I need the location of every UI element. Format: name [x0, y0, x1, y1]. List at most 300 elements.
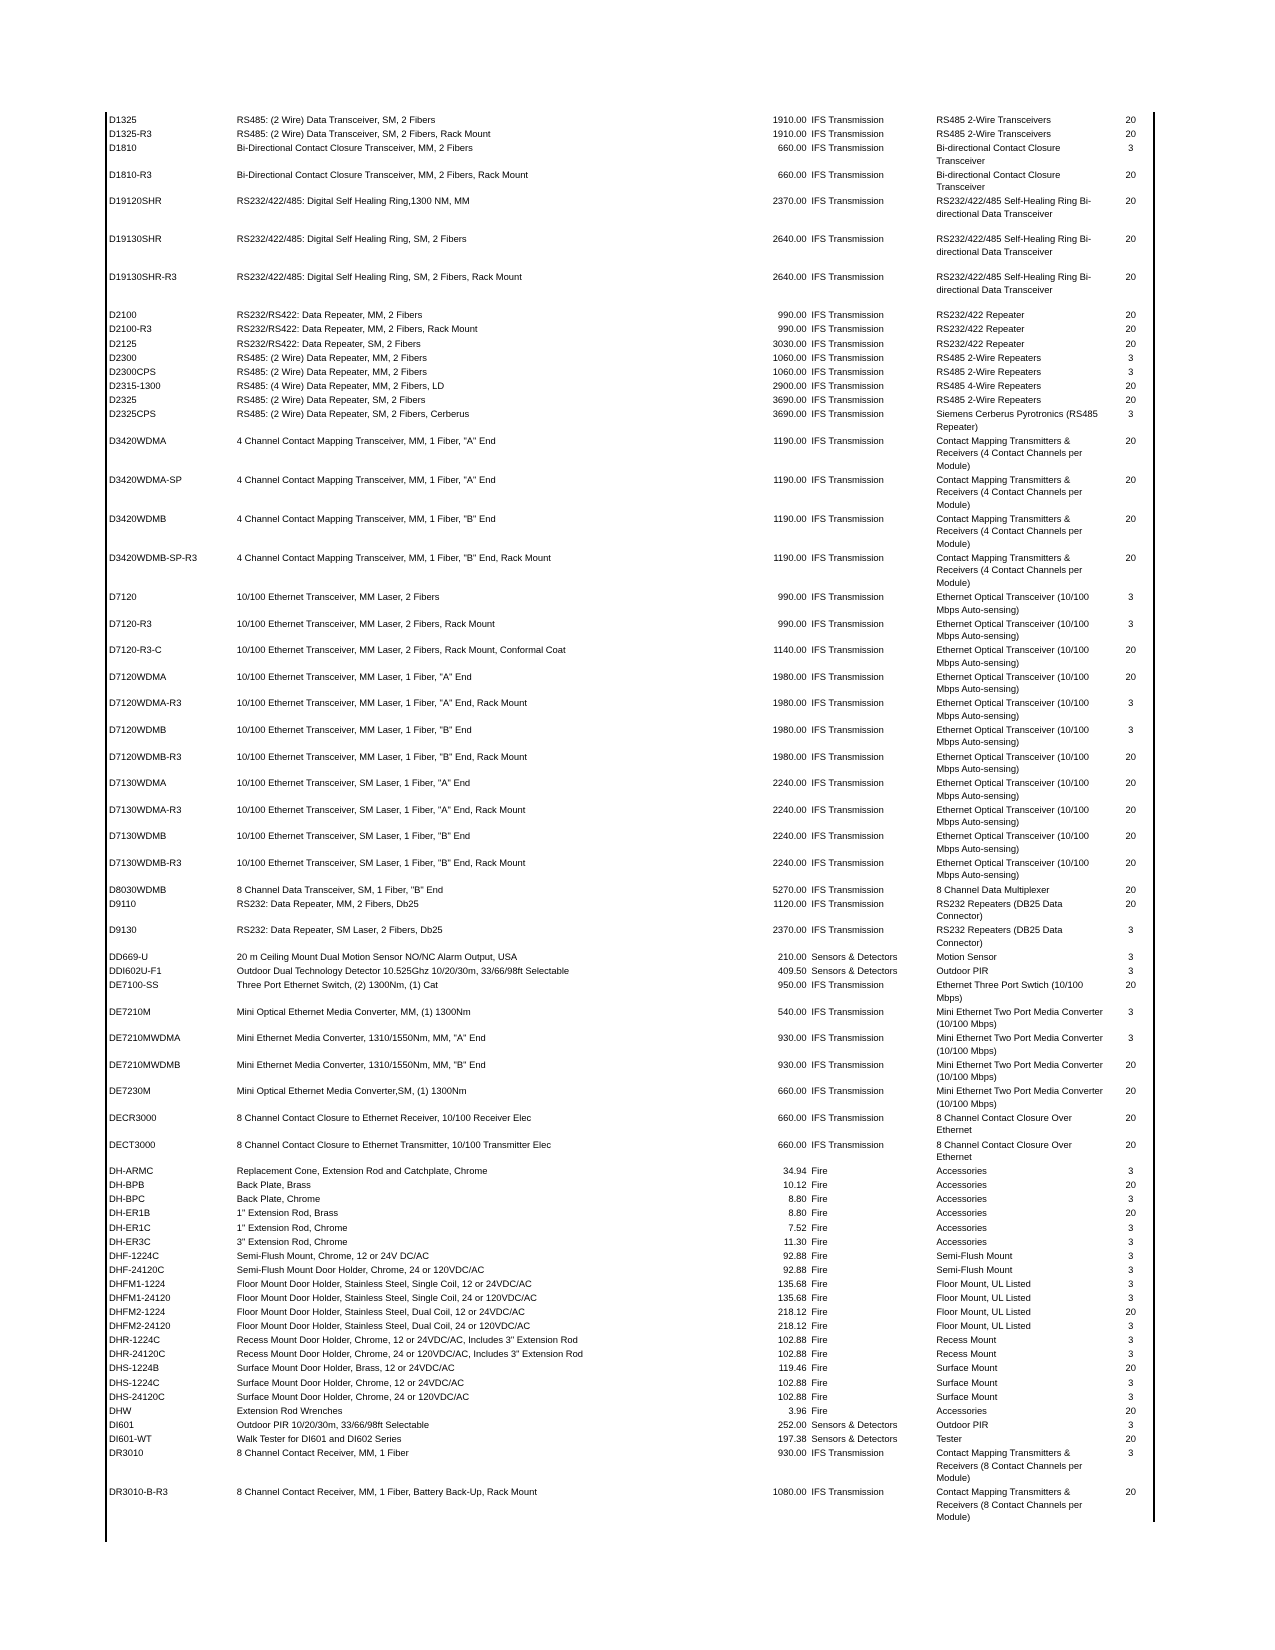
category-cell: IFS Transmission — [811, 723, 884, 735]
table-row — [109, 435, 1149, 474]
part-number-cell: D2300CPS — [109, 365, 156, 377]
quantity-cell: 20 — [1125, 323, 1136, 335]
price-cell: 8.80 — [788, 1207, 807, 1219]
part-number-cell: DHFM2-24120 — [109, 1320, 171, 1332]
part-number-cell: D2125 — [109, 337, 137, 349]
part-number-cell: DR3010 — [109, 1447, 144, 1459]
part-number-cell: DDI602U-F1 — [109, 964, 162, 976]
description-cell: 8 Channel Contact Closure to Ethernet Receiver, 10/100 Receiver Elec — [236, 1111, 532, 1123]
table-row — [109, 323, 1149, 337]
category-cell: IFS Transmission — [811, 351, 884, 363]
part-number-cell: DHR-1224C — [109, 1334, 161, 1346]
product-group-cell: Accessories — [936, 1165, 987, 1177]
description-cell: 1" Extension Rod, Brass — [236, 1207, 339, 1219]
product-group-cell: Surface Mount — [936, 1362, 998, 1374]
description-cell: RS232/422/485: Digital Self Healing Ring, SM, 2 Fibers — [236, 233, 467, 245]
quantity-cell: 20 — [1125, 803, 1136, 815]
category-cell: IFS Transmission — [811, 168, 884, 180]
table-row — [109, 1032, 1149, 1059]
product-group-cell: Contact Mapping Transmitters & Receivers (4 Contact Channels per Module) — [936, 434, 1083, 471]
product-group-cell: Ethernet Optical Transceiver (10/100 Mbps Auto-sensing) — [936, 856, 1090, 881]
quantity-cell: 3 — [1128, 1165, 1134, 1177]
product-group-cell: Ethernet Optical Transceiver (10/100 Mbps Auto-sensing) — [936, 591, 1090, 615]
part-number-cell: DHF-1224C — [109, 1249, 160, 1261]
quantity-cell: 3 — [1128, 351, 1134, 363]
price-cell: 1060.00 — [772, 351, 807, 363]
description-cell: Three Port Ethernet Switch, (2) 1300Nm, (1) Cat — [236, 979, 438, 990]
part-number-cell: D3420WDMB-SP-R3 — [109, 551, 198, 563]
table-row — [109, 233, 1149, 271]
category-cell: IFS Transmission — [811, 379, 884, 391]
part-number-cell: DHFM2-1224 — [109, 1306, 166, 1318]
product-group-cell: RS232 Repeaters (DB25 Data Connector) — [936, 924, 1063, 948]
quantity-cell: 20 — [1125, 1486, 1136, 1498]
product-group-cell: Contact Mapping Transmitters & Receivers (8 Contact Channels per Module) — [936, 1486, 1083, 1523]
price-cell: 3690.00 — [772, 408, 807, 420]
description-cell: Mini Ethernet Media Converter, 1310/1550Nm, MM, "A" End — [236, 1032, 486, 1044]
description-cell: 10/100 Ethernet Transceiver, MM Laser, 2 Fibers, Rack Mount, Conformal Coat — [236, 644, 566, 656]
table-row — [109, 352, 1149, 366]
quantity-cell: 3 — [1128, 591, 1134, 602]
description-cell: Back Plate, Brass — [236, 1179, 311, 1191]
product-group-cell: RS485 2-Wire Repeaters — [936, 351, 1042, 363]
description-cell: 10/100 Ethernet Transceiver, SM Laser, 1 Fiber, "B" End, Rack Mount — [236, 856, 526, 868]
description-cell: RS485: (2 Wire) Data Repeater, MM, 2 Fibers — [236, 351, 427, 363]
description-cell: Walk Tester for DI601 and DI602 Series — [236, 1432, 402, 1444]
product-group-cell: 8 Channel Data Multiplexer — [936, 883, 1050, 895]
description-cell: 10/100 Ethernet Transceiver, MM Laser, 1 Fiber, "A" End, Rack Mount — [236, 697, 527, 709]
price-cell: 102.88 — [777, 1334, 807, 1346]
quantity-cell: 3 — [1128, 365, 1134, 377]
part-number-cell: D3420WDMB — [109, 512, 167, 524]
quantity-cell: 3 — [1128, 964, 1134, 976]
description-cell: RS232/422/485: Digital Self Healing Ring,1300 NM, MM — [236, 195, 470, 207]
product-group-cell: Ethernet Optical Transceiver (10/100 Mbps Auto-sensing) — [936, 750, 1090, 775]
price-cell: 1190.00 — [773, 473, 807, 485]
quantity-cell: 20 — [1125, 434, 1136, 446]
table-row — [109, 1139, 1149, 1166]
product-group-cell: RS232/422 Repeater — [936, 337, 1025, 349]
price-cell: 102.88 — [777, 1376, 807, 1388]
price-cell: 135.68 — [777, 1292, 807, 1303]
category-cell: Fire — [811, 1306, 828, 1318]
quantity-cell: 3 — [1128, 1235, 1134, 1247]
category-cell: IFS Transmission — [811, 1085, 884, 1097]
quantity-cell: 20 — [1125, 1138, 1136, 1150]
category-cell: IFS Transmission — [811, 393, 884, 405]
product-group-cell: Outdoor PIR — [936, 964, 989, 976]
category-cell: IFS Transmission — [811, 408, 884, 420]
product-group-cell: Ethernet Optical Transceiver (10/100 Mbps Auto-sensing) — [936, 617, 1090, 642]
quantity-cell: 3 — [1128, 723, 1134, 735]
table-row — [109, 1085, 1149, 1112]
quantity-cell: 20 — [1125, 393, 1136, 405]
product-group-cell: Outdoor PIR — [936, 1418, 989, 1430]
part-number-cell: D7120 — [109, 591, 137, 602]
description-cell: Floor Mount Door Holder, Stainless Steel, Dual Coil, 12 or 24VDC/AC — [236, 1306, 525, 1318]
part-number-cell: DHS-24120C — [109, 1390, 165, 1402]
quantity-cell: 20 — [1125, 1207, 1136, 1219]
description-cell: RS232/RS422: Data Repeater, SM, 2 Fibers — [236, 337, 421, 349]
price-cell: 930.00 — [777, 1447, 807, 1459]
category-cell: IFS Transmission — [811, 924, 884, 936]
category-cell: IFS Transmission — [811, 803, 884, 815]
category-cell: Fire — [811, 1277, 828, 1289]
price-cell: 135.68 — [777, 1277, 807, 1289]
table-row — [109, 338, 1149, 352]
product-group-cell: Recess Mount — [936, 1334, 997, 1346]
part-number-cell: DE7210M — [109, 1005, 151, 1017]
description-cell: Back Plate, Chrome — [236, 1193, 321, 1205]
description-cell: 8 Channel Contact Closure to Ethernet Transmitter, 10/100 Transmitter Elec — [236, 1138, 552, 1150]
quantity-cell: 20 — [1125, 128, 1136, 140]
table-row — [109, 142, 1149, 169]
product-group-cell: Ethernet Optical Transceiver (10/100 Mbps Auto-sensing) — [936, 830, 1090, 854]
category-cell: Fire — [811, 1376, 828, 1388]
price-cell: 990.00 — [777, 591, 807, 602]
table-row — [109, 1165, 1149, 1179]
price-cell: 930.00 — [777, 1058, 807, 1070]
description-cell: RS485: (2 Wire) Data Repeater, SM, 2 Fibers, Cerberus — [236, 408, 470, 420]
description-cell: Mini Ethernet Media Converter, 1310/1550Nm, MM, "B" End — [236, 1058, 486, 1070]
part-number-cell: DD669-U — [109, 950, 149, 962]
price-cell: 2900.00 — [772, 379, 807, 391]
quantity-cell: 20 — [1125, 233, 1136, 245]
table-row — [109, 1250, 1149, 1264]
category-cell: IFS Transmission — [811, 233, 884, 245]
table-row — [109, 1207, 1149, 1221]
table-row — [109, 128, 1149, 142]
product-group-cell: Accessories — [936, 1221, 987, 1233]
product-group-cell: Surface Mount — [936, 1376, 998, 1388]
table-row — [109, 618, 1149, 645]
description-cell: Outdoor Dual Technology Detector 10.525Ghz 10/20/30m, 33/66/98ft Selectable — [236, 964, 570, 976]
price-list-table — [109, 114, 1149, 1525]
table-row — [109, 1306, 1149, 1320]
part-number-cell: DH-ER1B — [109, 1207, 151, 1219]
table-row — [109, 671, 1149, 698]
price-cell: 2370.00 — [772, 924, 807, 936]
table-row — [109, 804, 1149, 831]
part-number-cell: D7120WDMB — [109, 723, 167, 735]
product-group-cell: Semi-Flush Mount — [936, 1263, 1013, 1275]
price-cell: 10.12 — [783, 1179, 807, 1191]
part-number-cell: D9130 — [109, 924, 137, 936]
category-cell: IFS Transmission — [811, 512, 884, 524]
part-number-cell: D1810 — [109, 142, 137, 154]
part-number-cell: DHR-24120C — [109, 1348, 166, 1360]
table-row — [109, 644, 1149, 671]
quantity-cell: 3 — [1128, 1390, 1134, 1402]
product-group-cell: RS485 2-Wire Transceivers — [936, 128, 1051, 140]
table-row — [109, 474, 1149, 513]
description-cell: Surface Mount Door Holder, Chrome, 12 or 24VDC/AC — [236, 1376, 464, 1388]
quantity-cell: 3 — [1128, 1447, 1134, 1459]
price-cell: 5270.00 — [772, 883, 807, 895]
table-row — [109, 1179, 1149, 1193]
table-row — [109, 1486, 1149, 1525]
price-cell: 1190.00 — [773, 512, 807, 524]
description-cell: 10/100 Ethernet Transceiver, MM Laser, 2 Fibers — [236, 591, 440, 602]
category-cell: IFS Transmission — [811, 777, 884, 789]
product-group-cell: Floor Mount, UL Listed — [936, 1292, 1031, 1303]
quantity-cell: 20 — [1125, 1111, 1136, 1123]
category-cell: IFS Transmission — [811, 434, 884, 446]
description-cell: Floor Mount Door Holder, Stainless Steel, Dual Coil, 24 or 120VDC/AC — [236, 1320, 531, 1332]
product-group-cell: Ethernet Optical Transceiver (10/100 Mbps Auto-sensing) — [936, 777, 1090, 801]
category-cell: Fire — [811, 1193, 828, 1205]
price-cell: 3030.00 — [772, 337, 807, 349]
table-row — [109, 751, 1149, 778]
quantity-cell: 3 — [1128, 1334, 1134, 1346]
description-cell: 1" Extension Rod, Chrome — [236, 1221, 348, 1233]
part-number-cell: DH-ER1C — [109, 1221, 151, 1233]
table-row — [109, 1433, 1149, 1447]
price-cell: 102.88 — [777, 1348, 807, 1360]
category-cell: IFS Transmission — [811, 644, 884, 656]
category-cell: IFS Transmission — [811, 271, 884, 283]
price-cell: 540.00 — [777, 1005, 807, 1017]
description-cell: 4 Channel Contact Mapping Transceiver, MM, 1 Fiber, "A" End — [236, 434, 496, 446]
description-cell: Surface Mount Door Holder, Chrome, 24 or 120VDC/AC — [236, 1390, 470, 1402]
price-cell: 92.88 — [783, 1249, 807, 1261]
quantity-cell: 3 — [1128, 1032, 1134, 1044]
price-cell: 2240.00 — [772, 803, 807, 815]
quantity-cell: 3 — [1128, 408, 1134, 420]
category-cell: IFS Transmission — [811, 670, 884, 682]
product-group-cell: Accessories — [936, 1404, 987, 1416]
category-cell: Fire — [811, 1348, 828, 1360]
part-number-cell: DHF-24120C — [109, 1263, 165, 1275]
description-cell: Semi-Flush Mount Door Holder, Chrome, 24 or 120VDC/AC — [236, 1263, 485, 1275]
table-row — [109, 830, 1149, 857]
product-group-cell: RS232/422 Repeater — [936, 309, 1025, 321]
part-number-cell: DI601 — [109, 1418, 135, 1430]
part-number-cell: D7120WDMA-R3 — [109, 697, 182, 709]
quantity-cell: 3 — [1128, 697, 1134, 709]
quantity-cell: 20 — [1125, 644, 1136, 656]
description-cell: 10/100 Ethernet Transceiver, SM Laser, 1 Fiber, "A" End, Rack Mount — [236, 803, 526, 815]
category-cell: Sensors & Detectors — [811, 1432, 898, 1444]
category-cell: Fire — [811, 1179, 828, 1191]
table-row — [109, 1447, 1149, 1486]
category-cell: IFS Transmission — [811, 142, 884, 154]
description-cell: 8 Channel Contact Receiver, MM, 1 Fiber — [236, 1447, 409, 1459]
quantity-cell: 20 — [1125, 168, 1136, 180]
part-number-cell: D3420WDMA-SP — [109, 473, 182, 485]
quantity-cell: 20 — [1125, 114, 1136, 125]
description-cell: Surface Mount Door Holder, Brass, 12 or 24VDC/AC — [236, 1362, 455, 1374]
quantity-cell: 20 — [1125, 309, 1136, 321]
price-cell: 990.00 — [777, 617, 807, 629]
description-cell: RS232/RS422: Data Repeater, MM, 2 Fibers — [236, 309, 423, 321]
part-number-cell: DI601-WT — [109, 1432, 152, 1444]
product-group-cell: Bi-directional Contact Closure Transceiver — [936, 168, 1061, 193]
category-cell: Fire — [811, 1334, 828, 1346]
part-number-cell: D7130WDMA — [109, 777, 167, 789]
product-group-cell: Bi-directional Contact Closure Transceiver — [936, 142, 1061, 166]
description-cell: Floor Mount Door Holder, Stainless Steel, Single Coil, 24 or 120VDC/AC — [236, 1292, 537, 1303]
price-cell: 660.00 — [777, 1138, 807, 1150]
table-row — [109, 1348, 1149, 1362]
description-cell: 10/100 Ethernet Transceiver, SM Laser, 1 Fiber, "B" End — [236, 830, 471, 842]
price-cell: 218.12 — [777, 1320, 807, 1332]
table-row — [109, 1362, 1149, 1376]
part-number-cell: DR3010-B-R3 — [109, 1486, 168, 1498]
part-number-cell: DH-BPB — [109, 1179, 145, 1191]
part-number-cell: DHS-1224B — [109, 1362, 160, 1374]
quantity-cell: 20 — [1125, 473, 1136, 485]
quantity-cell: 20 — [1125, 670, 1136, 682]
description-cell: 4 Channel Contact Mapping Transceiver, MM, 1 Fiber, "B" End — [236, 512, 496, 524]
product-group-cell: Ethernet Optical Transceiver (10/100 Mbps Auto-sensing) — [936, 670, 1090, 695]
price-cell: 2640.00 — [772, 233, 807, 245]
part-number-cell: DE7210MWDMA — [109, 1032, 181, 1044]
table-row — [109, 169, 1149, 196]
product-group-cell: Ethernet Optical Transceiver (10/100 Mbps Auto-sensing) — [936, 644, 1090, 668]
price-cell: 197.38 — [777, 1432, 807, 1444]
price-cell: 2240.00 — [772, 830, 807, 842]
part-number-cell: D19130SHR — [109, 233, 162, 245]
table-row — [109, 1006, 1149, 1033]
price-cell: 1980.00 — [772, 723, 807, 735]
price-cell: 2640.00 — [772, 271, 807, 283]
product-group-cell: RS485 4-Wire Repeaters — [936, 379, 1042, 391]
part-number-cell: D2325CPS — [109, 408, 156, 420]
description-cell: RS485: (4 Wire) Data Repeater, MM, 2 Fibers, LD — [236, 379, 445, 391]
quantity-cell: 3 — [1128, 1292, 1134, 1303]
description-cell: RS232: Data Repeater, SM Laser, 2 Fibers, Db25 — [236, 924, 443, 936]
table-row — [109, 1236, 1149, 1250]
price-cell: 1190.00 — [773, 434, 807, 446]
price-cell: 3690.00 — [772, 393, 807, 405]
product-group-cell: Tester — [936, 1432, 962, 1444]
table-row — [109, 951, 1149, 965]
quantity-cell: 3 — [1128, 1249, 1134, 1261]
table-row — [109, 1377, 1149, 1391]
quantity-cell: 20 — [1125, 750, 1136, 762]
quantity-cell: 3 — [1128, 924, 1134, 936]
quantity-cell: 20 — [1125, 1432, 1136, 1444]
price-cell: 1080.00 — [772, 1486, 807, 1498]
quantity-cell: 3 — [1128, 1348, 1134, 1360]
part-number-cell: D7120WDMA — [109, 670, 167, 682]
part-number-cell: DH-ARMC — [109, 1165, 154, 1177]
price-cell: 660.00 — [777, 1085, 807, 1097]
product-group-cell: RS232/422 Repeater — [936, 323, 1025, 335]
quantity-cell: 20 — [1125, 1179, 1136, 1191]
table-row — [109, 114, 1149, 128]
part-number-cell: DHFM1-24120 — [109, 1292, 171, 1303]
price-cell: 990.00 — [777, 309, 807, 321]
description-cell: 10/100 Ethernet Transceiver, MM Laser, 2 Fibers, Rack Mount — [236, 617, 495, 629]
category-cell: IFS Transmission — [811, 195, 884, 207]
quantity-cell: 3 — [1128, 1418, 1134, 1430]
price-cell: 1910.00 — [772, 128, 807, 140]
part-number-cell: DHW — [109, 1404, 132, 1416]
part-number-cell: DECR3000 — [109, 1111, 157, 1123]
table-row — [109, 552, 1149, 591]
table-row — [109, 884, 1149, 898]
product-group-cell: Ethernet Optical Transceiver (10/100 Mbps Auto-sensing) — [936, 723, 1090, 748]
part-number-cell: D7130WDMB — [109, 830, 167, 842]
price-cell: 930.00 — [777, 1032, 807, 1044]
part-number-cell: D7120-R3-C — [109, 644, 162, 656]
description-cell: Recess Mount Door Holder, Chrome, 12 or 24VDC/AC, Includes 3" Extension Rod — [236, 1334, 578, 1346]
category-cell: Fire — [811, 1221, 828, 1233]
category-cell: IFS Transmission — [811, 473, 884, 485]
table-row — [109, 924, 1149, 951]
description-cell: Recess Mount Door Holder, Chrome, 24 or 120VDC/AC, Includes 3" Extension Rod — [236, 1348, 583, 1360]
category-cell: Fire — [811, 1320, 828, 1332]
description-cell: RS232/RS422: Data Repeater, MM, 2 Fibers, Rack Mount — [236, 323, 478, 335]
price-cell: 252.00 — [777, 1418, 807, 1430]
quantity-cell: 3 — [1128, 142, 1134, 154]
category-cell: Fire — [811, 1263, 828, 1275]
price-cell: 34.94 — [783, 1165, 807, 1177]
product-group-cell: RS232/422/485 Self-Healing Ring Bi-directional Data Transceiver — [936, 233, 1092, 257]
category-cell: IFS Transmission — [811, 883, 884, 895]
part-number-cell: DHS-1224C — [109, 1376, 160, 1388]
table-row — [109, 1334, 1149, 1348]
category-cell: IFS Transmission — [811, 1447, 884, 1459]
quantity-cell: 3 — [1128, 1221, 1134, 1233]
quantity-cell: 20 — [1125, 830, 1136, 842]
price-cell: 1190.00 — [773, 551, 807, 563]
quantity-cell: 3 — [1128, 950, 1134, 962]
description-cell: Bi-Directional Contact Closure Transceiver, MM, 2 Fibers — [236, 142, 473, 154]
description-cell: 10/100 Ethernet Transceiver, SM Laser, 1 Fiber, "A" End — [236, 777, 471, 789]
part-number-cell: DECT3000 — [109, 1138, 156, 1150]
quantity-cell: 20 — [1125, 271, 1136, 283]
description-cell: Outdoor PIR 10/20/30m, 33/66/98ft Selectable — [236, 1418, 430, 1430]
category-cell: Fire — [811, 1235, 828, 1247]
table-row — [109, 1391, 1149, 1405]
category-cell: IFS Transmission — [811, 309, 884, 321]
description-cell: 10/100 Ethernet Transceiver, MM Laser, 1 Fiber, "B" End — [236, 723, 472, 735]
product-group-cell: Accessories — [936, 1235, 987, 1247]
description-cell: RS485: (2 Wire) Data Transceiver, SM, 2 Fibers — [236, 114, 436, 125]
category-cell: Fire — [811, 1292, 828, 1303]
category-cell: IFS Transmission — [811, 697, 884, 709]
description-cell: Mini Optical Ethernet Media Converter, MM, (1) 1300Nm — [236, 1005, 471, 1017]
quantity-cell: 20 — [1125, 856, 1136, 868]
price-cell: 990.00 — [777, 323, 807, 335]
product-group-cell: Mini Ethernet Two Port Media Converter (10/100 Mbps) — [936, 1085, 1103, 1109]
category-cell: Fire — [811, 1404, 828, 1416]
table-row — [109, 1405, 1149, 1419]
description-cell: Mini Optical Ethernet Media Converter,SM, (1) 1300Nm — [236, 1085, 467, 1097]
quantity-cell: 20 — [1125, 1058, 1136, 1070]
product-group-cell: Surface Mount — [936, 1390, 998, 1402]
product-group-cell: Contact Mapping Transmitters & Receivers (8 Contact Channels per Module) — [936, 1447, 1083, 1484]
product-group-cell: RS485 2-Wire Transceivers — [936, 114, 1051, 125]
product-group-cell: Motion Sensor — [936, 950, 997, 962]
category-cell: IFS Transmission — [811, 897, 884, 909]
table-row — [109, 777, 1149, 804]
price-cell: 119.46 — [778, 1362, 807, 1374]
quantity-cell: 20 — [1125, 897, 1136, 909]
category-cell: Fire — [811, 1390, 828, 1402]
part-number-cell: DH-ER3C — [109, 1235, 151, 1247]
category-cell: IFS Transmission — [811, 1032, 884, 1044]
price-cell: 7.52 — [788, 1221, 807, 1233]
description-cell: RS232: Data Repeater, MM, 2 Fibers, Db25 — [236, 897, 419, 909]
category-cell: Sensors & Detectors — [811, 964, 898, 976]
price-cell: 660.00 — [777, 1111, 807, 1123]
price-cell: 2370.00 — [772, 195, 807, 207]
part-number-cell: D19130SHR-R3 — [109, 271, 177, 283]
